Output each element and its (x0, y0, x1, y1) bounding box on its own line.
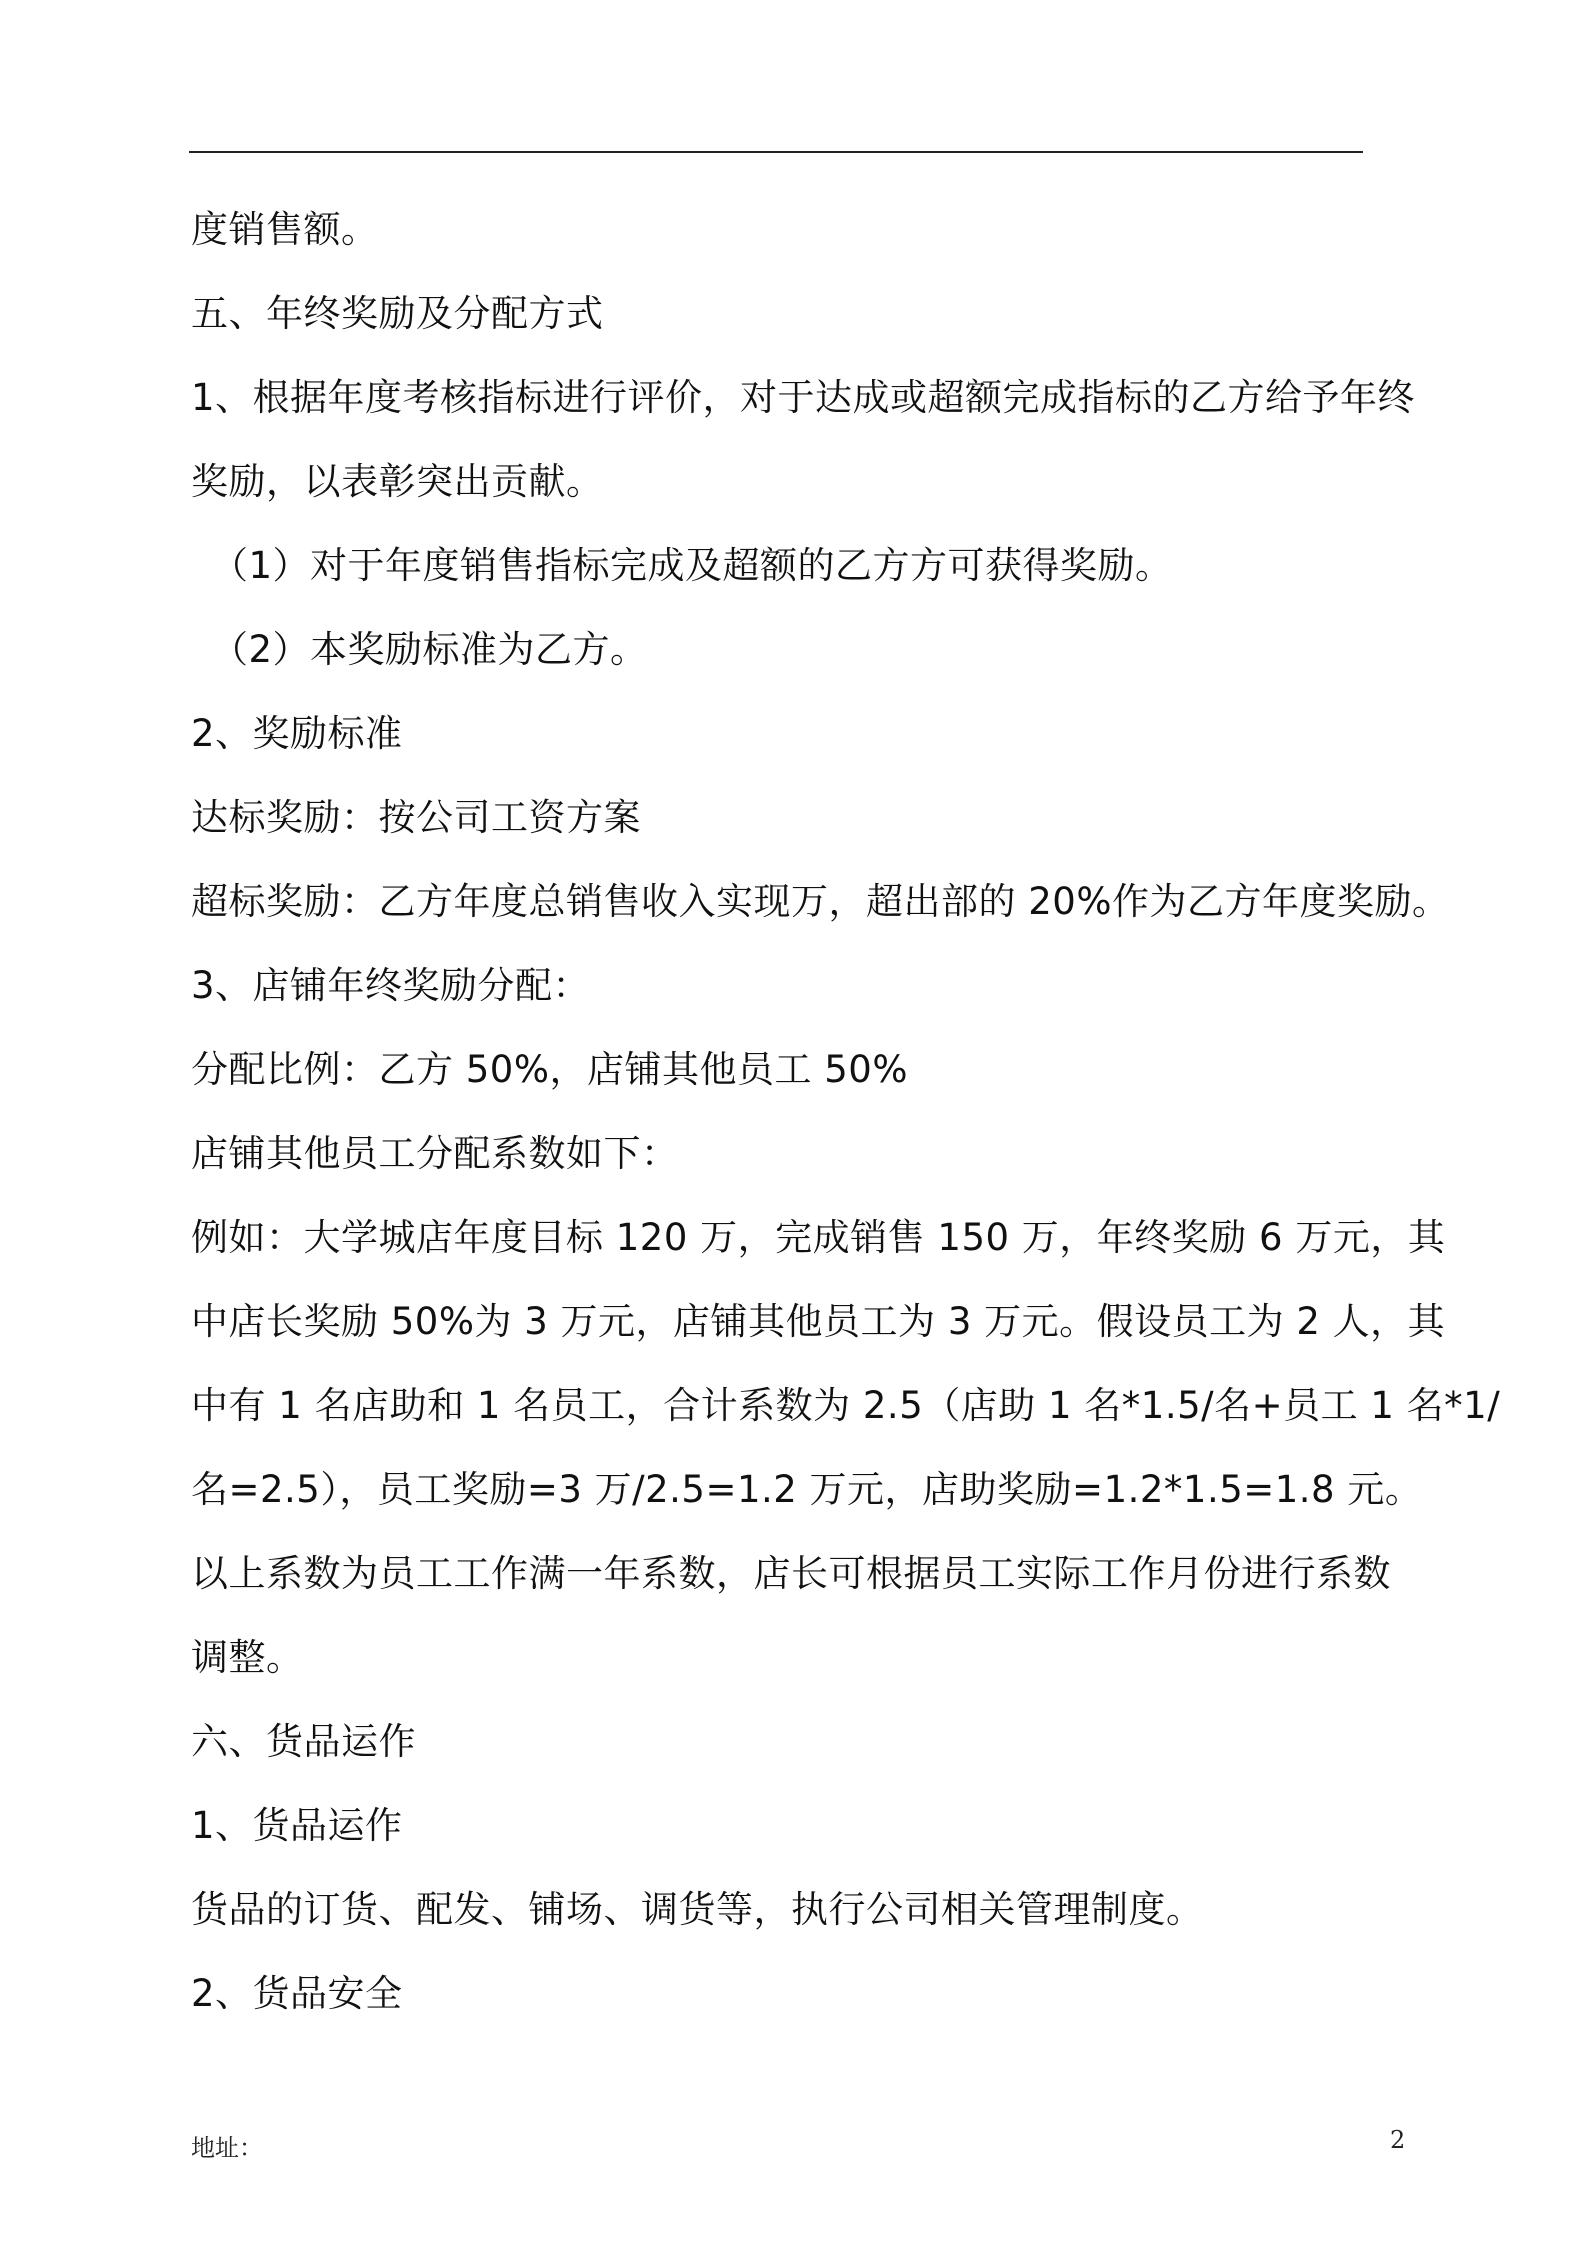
text-line: 度销售额。 (191, 208, 379, 251)
text-line: 2、货品安全 (191, 1972, 403, 2015)
text-line: 中店长奖励 50%为 3 万元，店铺其他员工为 3 万元。假设员工为 2 人，其 (191, 1300, 1446, 1343)
text-line: 以上系数为员工工作满一年系数，店长可根据员工实际工作月份进行系数 (191, 1552, 1391, 1595)
text-line: 3、店铺年终奖励分配： (191, 964, 591, 1007)
text-line: 分配比例：乙方 50%，店铺其他员工 50% (191, 1048, 908, 1091)
text-line: （1）对于年度销售指标完成及超额的乙方方可获得奖励。 (211, 544, 1173, 587)
text-line: 1、根据年度考核指标进行评价，对于达成或超额完成指标的乙方给予年终 (191, 376, 1416, 419)
text-line: 2、奖励标准 (191, 712, 403, 755)
text-line: （2）本奖励标准为乙方。 (211, 628, 648, 671)
header-rule (189, 151, 1363, 153)
text-line: 1、货品运作 (191, 1804, 403, 1847)
footer-address-label: 地址： (191, 2134, 263, 2162)
text-line: 奖励，以表彰突出贡献。 (191, 460, 604, 503)
document-body (191, 188, 1501, 2036)
page-number: 2 (1390, 2126, 1406, 2154)
text-line: 例如：大学城店年度目标 120 万，完成销售 150 万，年终奖励 6 万元，其 (191, 1216, 1446, 1259)
text-line: 超标奖励：乙方年度总销售收入实现万，超出部的 20%作为乙方年度奖励。 (191, 880, 1450, 923)
text-line: 货品的订货、配发、铺场、调货等，执行公司相关管理制度。 (191, 1888, 1204, 1931)
text-line: 六、货品运作 (191, 1720, 416, 1763)
text-line: 名=2.5），员工奖励=3 万/2.5=1.2 万元，店助奖励=1.2*1.5=1.8 元。 (191, 1468, 1423, 1511)
text-line: 达标奖励：按公司工资方案 (191, 796, 641, 839)
text-line: 店铺其他员工分配系数如下： (191, 1132, 679, 1175)
text-line: 五、年终奖励及分配方式 (191, 292, 604, 335)
text-line: 中有 1 名店助和 1 名员工，合计系数为 2.5（店助 1 名*1.5/名+员工 1 名*1/ (191, 1384, 1501, 1427)
text-line: 调整。 (191, 1636, 304, 1679)
